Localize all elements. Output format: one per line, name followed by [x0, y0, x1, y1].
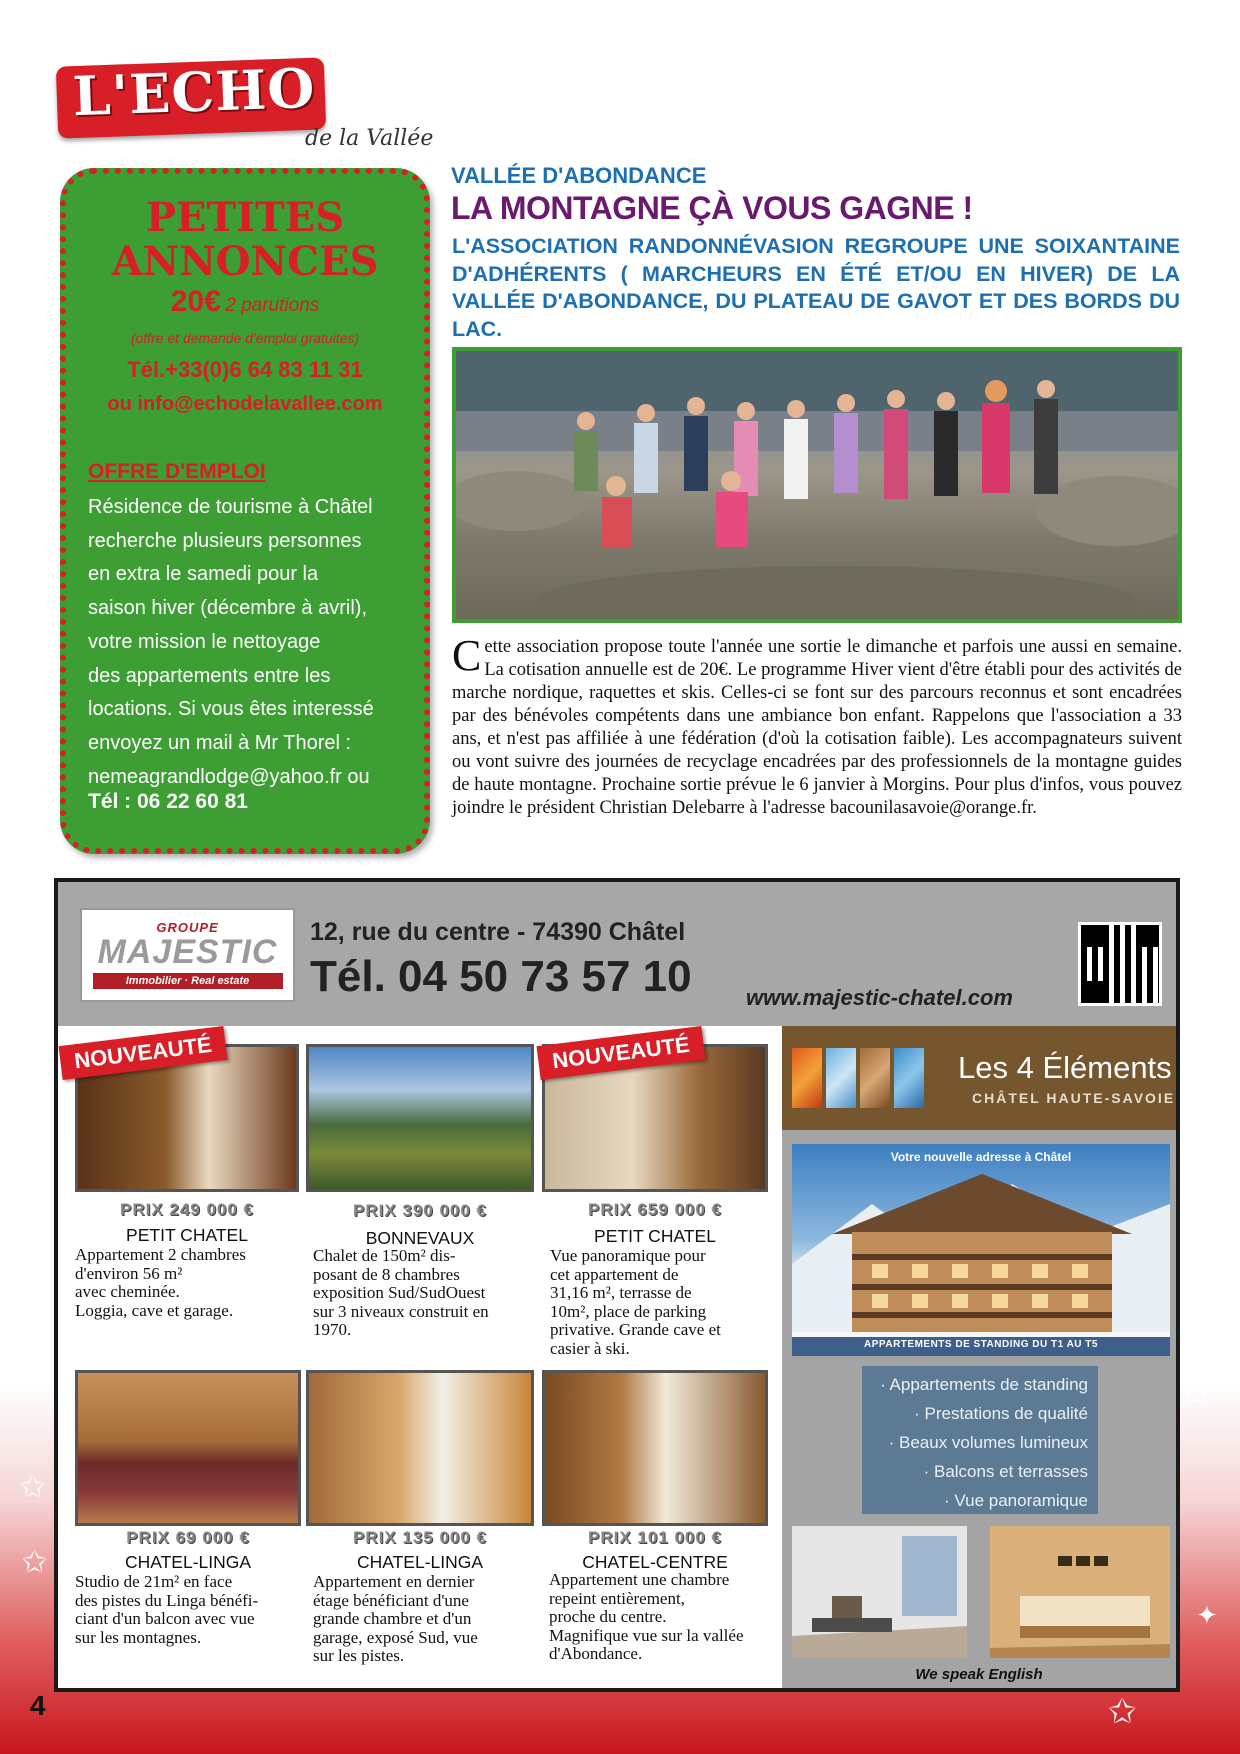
job-offer-tel: Tél : 06 22 60 81: [88, 790, 248, 813]
listing-photo: [75, 1370, 301, 1526]
listing-description: Studio de 21m² en face des pistes du Linga bénéfi- ciant d'un balcon avec vue sur les montagnes.: [75, 1572, 259, 1647]
listing-price: PRIX 659 000 €: [587, 1200, 723, 1219]
bedroom-illustration: [990, 1526, 1170, 1658]
feature-item: · Prestations de qualité: [914, 1404, 1088, 1423]
article-kicker: VALLÉE D'ABONDANCE: [451, 163, 707, 188]
listing-description: Chalet de 150m² dis- posant de 8 chambres exposition Sud/SudOuest sur 3 niveaux construit en 1970.: [313, 1246, 489, 1339]
listing-price: PRIX 69 000 €: [126, 1528, 250, 1547]
masthead-subtitle: de la Vallée: [305, 126, 434, 151]
feature-item: · Beaux volumes lumineux: [888, 1433, 1088, 1452]
feature-item: · Appartements de standing: [880, 1375, 1088, 1394]
classifieds-price: 20€ 2 parutions: [170, 285, 320, 318]
listing-location: CHATEL-LINGA: [356, 1552, 484, 1572]
classifieds-tel: Tél.+33(0)6 64 83 11 31: [127, 357, 363, 382]
article-dropcap: C: [452, 631, 482, 680]
star-icon: ✩: [1180, 1372, 1212, 1414]
classifieds-title: PETITES ANNONCES: [111, 194, 379, 285]
listing-photo: [306, 1370, 534, 1526]
residence-living-room-image: [792, 1526, 967, 1658]
feature-item: · Balcons et terrasses: [923, 1462, 1088, 1481]
residence-features: [862, 1366, 1098, 1514]
listing-photo: [542, 1370, 768, 1526]
listing-description: Vue panoramique pour cet appartement de 31,16 m², terrasse de 10m², place de parking privative. Grande cave et casier à ski.: [550, 1246, 721, 1358]
listing-description: Appartement 2 chambres d'environ 56 m² avec cheminée. Loggia, cave et garage.: [75, 1245, 246, 1320]
masthead-title: L'ECHO: [71, 55, 317, 129]
article-headline: LA MONTAGNE ÇÀ VOUS GAGNE !: [451, 190, 973, 226]
job-offer-body: Résidence de tourisme à Châtel recherche plusieurs personnes en extra le samedi pour la saison hiver (décembre à avril), votre mission le nettoyage des appartements entre les locations. Si vous êtes interessé envoyez un mail à Mr Thorel : nemeagrandlodge@yahoo.fr ou: [88, 496, 374, 788]
listing-price: PRIX 390 000 €: [352, 1201, 488, 1220]
qr-code-icon: [1078, 922, 1162, 1006]
listing-location: CHATEL-LINGA: [124, 1552, 252, 1572]
listing-location: PETIT CHATEL: [126, 1225, 248, 1245]
page-number: 4: [30, 1690, 46, 1721]
listing-location: PETIT CHATEL: [594, 1226, 716, 1246]
listing-price: PRIX 101 000 €: [587, 1528, 723, 1547]
residence-hero-bar-text: APPARTEMENTS DE STANDING DU T1 AU T5: [864, 1339, 1098, 1350]
residence-title: Les 4 Éléments: [958, 1050, 1172, 1085]
hikers-photo-illustration: [456, 351, 1178, 619]
residence-building-image: [792, 1144, 1170, 1356]
classifieds-note: (offre et demande d'emploi gratuites): [130, 330, 360, 346]
agency-website[interactable]: www.majestic-chatel.com: [746, 985, 1013, 1010]
star-icon: ✦: [1196, 1600, 1218, 1630]
article-standfirst: L'ASSOCIATION RANDONNÉVASION REGROUPE UNE SOIXANTAINE D'ADHÉRENTS ( MARCHEURS EN ÉTÉ ET/OU EN HIVER) DE LA VALLÉE D'ABONDANCE, DU PLATEAU DE GAVOT ET DES BORDS DU LAC.: [452, 234, 1180, 341]
elements-tiles-logo: [792, 1048, 928, 1108]
living-room-illustration: [792, 1526, 967, 1658]
residence-subtitle: CHÂTEL HAUTE-SAVOIE: [972, 1090, 1176, 1106]
agency-tel: Tél. 04 50 73 57 10: [310, 952, 692, 1001]
star-icon: ✩: [22, 1546, 48, 1579]
listing-price: PRIX 249 000 €: [119, 1200, 255, 1219]
new-badge: NOUVEAUTÉ: [59, 1026, 228, 1080]
classifieds-email: ou info@echodelavallee.com: [107, 393, 383, 415]
we-speak-english: We speak English: [915, 1666, 1043, 1683]
listing-location: BONNEVAUX: [365, 1228, 475, 1248]
hikers-group-photo: [452, 347, 1182, 623]
star-icon: ✩: [20, 1471, 46, 1504]
star-icon: ✩: [1108, 1693, 1137, 1731]
job-offer-heading: OFFRE D'EMPLOI: [88, 460, 266, 483]
listing-description: Appartement une chambre repeint entièrement, proche du centre. Magnifique vue sur la vallée d'Abondance.: [549, 1570, 744, 1663]
article-body: Cette association propose toute l'année une sortie le dimanche et parfois une aussi en semaine. La cotisation annuelle est de 20€. Le programme Hiver vient d'être établi pour des activités de marche nordique, raquettes et skis. Celles-ci se font sur des parcours reconnus et sont encadrées par des bénévoles compétents dans une ambiance bon enfant. Rappelons que l'association a 33 ans, et n'est pas affiliée à une fédération (d'où la cotisation faible). Les accompagnateurs suivent ou vont suivre des journées de recyclage encadrées par des professionnels de la montagne guides de haute montagne. Prochaine sortie prévue le 6 janvier à Morgins. Pour plus d'infos, vous pouvez joindre le président Christian Delebarre à l'adresse bacounilasavoie@orange.fr.: [452, 631, 1182, 818]
residence-bedroom-image: [990, 1526, 1170, 1658]
chalet-illustration: [792, 1144, 1170, 1356]
residence-hero-caption: Votre nouvelle adresse à Châtel: [890, 1150, 1072, 1164]
majestic-logo: GROUPE MAJESTIC Immobilier · Real estate: [80, 908, 295, 1002]
listing-price: PRIX 135 000 €: [352, 1528, 488, 1547]
listing-description: Appartement en dernier étage bénéficiant d'une grande chambre et d'un garage, exposé Sud, vue sur les pistes.: [313, 1572, 478, 1665]
feature-item: · Vue panoramique: [944, 1491, 1088, 1510]
new-badge: NOUVEAUTÉ: [537, 1026, 706, 1080]
agency-address: 12, rue du centre - 74390 Châtel: [310, 918, 686, 946]
listing-location: CHATEL-CENTRE: [582, 1552, 728, 1572]
listing-photo: [306, 1044, 534, 1192]
